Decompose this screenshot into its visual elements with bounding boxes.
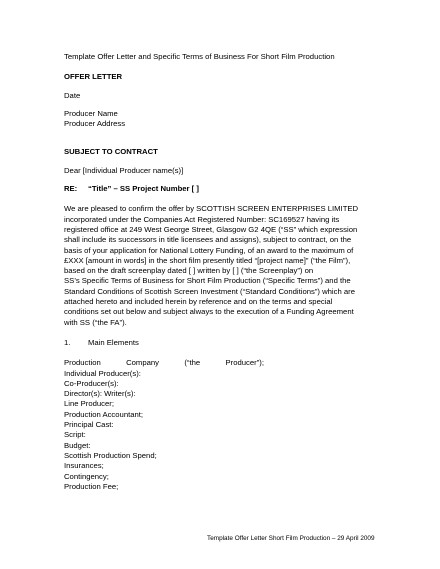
salutation: Dear [Individual Producer name(s)] (64, 165, 184, 175)
list-item: Contingency; (64, 471, 109, 481)
list-item: Director(s): Writer(s): (64, 389, 136, 399)
element-word: (“the (184, 358, 201, 368)
producer-address: Producer Address (64, 119, 126, 129)
document-body (64, 52, 376, 492)
list-item: Scottish Production Spend; (64, 450, 157, 460)
body-line: incorporated under the Companies Act Registered Number: SC169527 having its (64, 214, 340, 224)
list-item: Line Producer; (64, 399, 114, 409)
body-line: with SS (“the FA”). (64, 317, 127, 327)
body-line: Standard Conditions of Scottish Screen Investment (“Standard Conditions”) which are (64, 286, 355, 296)
list-item: Co-Producer(s): (64, 378, 119, 388)
elements-list (64, 358, 376, 492)
element-word: Company (126, 358, 160, 368)
body-paragraph (64, 204, 376, 328)
document-title: Template Offer Letter and Specific Terms of Business For Short Film Production (64, 52, 335, 61)
body-line: attached hereto and included herein by reference and on the terms and special (64, 297, 333, 307)
element-word: Production (64, 358, 101, 368)
list-item (64, 358, 264, 368)
re-text: “Title” – SS Project Number [ ] (88, 184, 199, 194)
offer-heading: OFFER LETTER (64, 72, 123, 82)
body-line: basis of your application for National Lottery Funding, of an award to the maximum of (64, 245, 354, 255)
producer-name: Producer Name (64, 108, 118, 118)
body-line: based on the draft screenplay dated [ ] written by [ ] (“the Screenplay”) on (64, 266, 314, 276)
list-item: Individual Producer(s): (64, 368, 141, 378)
subject-heading: SUBJECT TO CONTRACT (64, 147, 158, 157)
list-item: Insurances; (64, 461, 104, 471)
list-item: Production Fee; (64, 481, 119, 491)
body-line: £XXX [amount in words] in the short film presently titled “[project name]” (“the Film”), (64, 255, 351, 265)
section-number: 1. (64, 337, 71, 347)
section-heading (64, 338, 376, 348)
element-word: Producer”); (225, 358, 264, 368)
list-item: Production Accountant; (64, 409, 144, 419)
section-title: Main Elements (88, 337, 139, 347)
date-label: Date (64, 90, 81, 100)
body-line: conditions set out below and subject always to the execution of a Funding Agreement (64, 307, 354, 317)
body-line: shall include its successors in title licensees and assigns), subject to contract, on the (64, 235, 352, 245)
re-line (64, 184, 376, 194)
list-item: Principal Cast: (64, 420, 114, 430)
body-line: registered office at 249 West George Street, Glasgow G2 4QE (“SS” which expression (64, 224, 358, 234)
body-line: SS’s Specific Terms of Business for Short Film Production (“Specific Terms”) and the (64, 276, 351, 286)
re-label: RE: (64, 184, 78, 194)
list-item: Script: (64, 430, 86, 440)
page-footer: Template Offer Letter Short Film Production – 29 April 2009 (207, 535, 375, 542)
list-item: Budget: (64, 440, 91, 450)
body-line: We are pleased to confirm the offer by SCOTTISH SCREEN ENTERPRISES LIMITED (64, 204, 359, 214)
